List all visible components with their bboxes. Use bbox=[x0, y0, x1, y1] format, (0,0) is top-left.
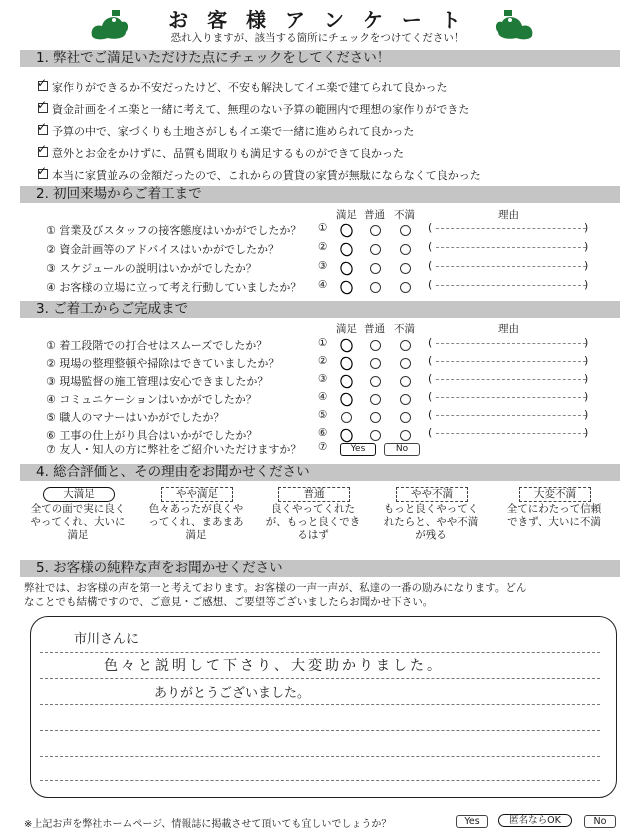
col-reason: 理由 bbox=[498, 323, 519, 335]
reason-close-paren: ) bbox=[584, 240, 589, 253]
radio-dissatisfied[interactable] bbox=[400, 340, 411, 351]
reason-open-paren: ( bbox=[428, 259, 433, 272]
overall-rating-desc: 色々あったが良くやってくれ、まあまあ満足 bbox=[148, 503, 244, 541]
radio-normal[interactable] bbox=[370, 282, 381, 293]
radio-normal[interactable] bbox=[370, 358, 381, 369]
section2-heading: 2. 初回来場からご着工まで bbox=[20, 186, 620, 203]
checkbox[interactable] bbox=[38, 125, 48, 135]
reason-close-paren: ) bbox=[584, 426, 589, 439]
question-number: ④ bbox=[318, 279, 328, 291]
overall-rating-desc: もっと良くやってくれたらと、やや不満が残る bbox=[383, 503, 479, 541]
reason-open-paren: ( bbox=[428, 390, 433, 403]
reason-field[interactable] bbox=[436, 361, 586, 362]
radio-satisfied[interactable] bbox=[338, 337, 354, 354]
comment-line-1: 市川さんに bbox=[74, 632, 140, 647]
reason-open-paren: ( bbox=[428, 336, 433, 349]
footer-question: ※上記お声を弊社ホームページ、情報誌に掲載させて頂いても宜しいでしょうか？ bbox=[24, 819, 392, 830]
question-number: ④ bbox=[318, 391, 328, 403]
radio-dissatisfied[interactable] bbox=[400, 244, 411, 255]
referral-question: ⑦ 友人・知人の方に弊社をご紹介いただけますか？ bbox=[46, 443, 302, 456]
checklist-item bbox=[38, 123, 414, 139]
reason-field[interactable] bbox=[436, 343, 586, 344]
radio-normal[interactable] bbox=[370, 412, 381, 423]
section4-heading: 4. 総合評価と、その理由をお聞かせください bbox=[20, 464, 620, 481]
page-title: お 客 様 ア ン ケ ー ト bbox=[168, 8, 467, 32]
referral-yes-button[interactable]: Yes bbox=[340, 443, 376, 456]
reason-close-paren: ) bbox=[584, 336, 589, 349]
reason-open-paren: ( bbox=[428, 354, 433, 367]
col-satisfied: 満足 bbox=[336, 209, 357, 221]
question-number: ① bbox=[318, 337, 328, 349]
section5-heading: 5. お客様の純粋な声をお聞かせください bbox=[20, 560, 620, 577]
overall-rating-desc: 良くやってくれたが、もっと良くできるはず bbox=[265, 503, 361, 541]
col-normal: 普通 bbox=[364, 323, 385, 335]
radio-normal[interactable] bbox=[370, 263, 381, 274]
reason-field[interactable] bbox=[436, 433, 586, 434]
reason-open-paren: ( bbox=[428, 372, 433, 385]
radio-normal[interactable] bbox=[370, 394, 381, 405]
question-number: ⑥ bbox=[318, 427, 328, 439]
checklist-item bbox=[38, 101, 469, 117]
reason-close-paren: ) bbox=[584, 354, 589, 367]
radio-dissatisfied[interactable] bbox=[400, 394, 411, 405]
question-text: ④ お客様の立場に立って考え行動していましたか？ bbox=[46, 281, 302, 294]
section3-heading: 3. ご着工からご完成まで bbox=[20, 301, 620, 318]
radio-dissatisfied[interactable] bbox=[400, 225, 411, 236]
col-reason: 理由 bbox=[498, 209, 519, 221]
checklist-label: 予算の中で、家づくりも土地さがしもイエ楽で一緒に進められて良かった bbox=[52, 125, 415, 138]
question-text: ① 着工段階での打合せはスムーズでしたか？ bbox=[46, 339, 268, 352]
reason-close-paren: ) bbox=[584, 408, 589, 421]
radio-dissatisfied[interactable] bbox=[400, 376, 411, 387]
question-number: ③ bbox=[318, 260, 328, 272]
comment-line-2: 色々と説明して下さり、大変助かりました。 bbox=[104, 658, 444, 674]
footer-yes-button[interactable]: Yes bbox=[456, 815, 488, 828]
overall-rating-option[interactable]: やや不満 bbox=[396, 487, 468, 502]
reason-close-paren: ) bbox=[584, 372, 589, 385]
reason-field[interactable] bbox=[436, 379, 586, 380]
radio-dissatisfied[interactable] bbox=[400, 412, 411, 423]
section5-intro-line1: 弊社では、お客様の声を第一と考えております。お客様の一声一声が、私達の一番の励みになります。どん bbox=[24, 582, 527, 594]
checklist-item bbox=[38, 79, 448, 95]
reason-open-paren: ( bbox=[428, 240, 433, 253]
question-text: ⑥ 工事の仕上がり具合はいかがでしたか？ bbox=[46, 429, 258, 442]
section5-intro-line2: なことでも結構ですので、ご意見・ご感想、ご要望等ございましたらお聞かせ下さい。 bbox=[24, 596, 434, 608]
radio-satisfied[interactable] bbox=[338, 260, 354, 277]
question-number: ② bbox=[318, 241, 328, 253]
referral-number: ⑦ bbox=[318, 441, 328, 453]
col-satisfied: 満足 bbox=[336, 323, 357, 335]
reason-open-paren: ( bbox=[428, 278, 433, 291]
radio-satisfied[interactable] bbox=[338, 355, 354, 372]
footer-anonymous-button[interactable]: 匿名ならOK bbox=[498, 814, 572, 827]
checklist-item bbox=[38, 167, 481, 183]
radio-normal[interactable] bbox=[370, 376, 381, 387]
overall-rating-option[interactable]: 大満足 bbox=[43, 487, 115, 502]
checkbox[interactable] bbox=[38, 81, 48, 91]
checkbox[interactable] bbox=[38, 103, 48, 113]
checkbox[interactable] bbox=[38, 169, 48, 179]
radio-normal[interactable] bbox=[370, 430, 381, 441]
overall-rating-option[interactable]: 大変不満 bbox=[519, 487, 591, 502]
radio-satisfied[interactable] bbox=[341, 412, 352, 423]
col-dissatisfied: 不満 bbox=[394, 323, 415, 335]
overall-rating-option[interactable]: 普通 bbox=[278, 487, 350, 502]
question-number: ② bbox=[318, 355, 328, 367]
checklist-label: 家作りができるか不安だったけど、不安も解決してイエ楽で建てられて良かった bbox=[52, 81, 448, 94]
radio-satisfied[interactable] bbox=[338, 373, 354, 390]
radio-satisfied[interactable] bbox=[338, 241, 354, 258]
footer-no-button[interactable]: No bbox=[584, 815, 616, 828]
reason-close-paren: ) bbox=[584, 390, 589, 403]
radio-dissatisfied[interactable] bbox=[400, 358, 411, 369]
page-subtitle: 恐れ入りますが、該当する箇所にチェックをつけてください！ bbox=[170, 32, 465, 44]
reason-open-paren: ( bbox=[428, 408, 433, 421]
question-text: ③ スケジュールの説明はいかがでしたか？ bbox=[46, 262, 257, 275]
col-normal: 普通 bbox=[364, 209, 385, 221]
checklist-label: 資金計画をイエ楽と一緒に考えて、無理のない予算の範囲内で理想の家作りができた bbox=[52, 103, 470, 116]
radio-satisfied[interactable] bbox=[338, 427, 354, 444]
checklist-label: 意外とお金をかけずに、品質も間取りも満足するものができて良かった bbox=[52, 147, 404, 160]
reason-field[interactable] bbox=[436, 415, 586, 416]
reason-close-paren: ) bbox=[584, 221, 589, 234]
reason-field[interactable] bbox=[436, 285, 586, 286]
section1-heading: 1. 弊社でご満足いただけた点にチェックをしてください！ bbox=[20, 50, 620, 67]
overall-rating-desc: 全てにわたって信頼できず、大いに不満 bbox=[506, 503, 602, 528]
checklist-label: 本当に家賃並みの金額だったので、これからの賃貸の家賃が無駄にならなくて良かった bbox=[52, 169, 481, 182]
question-text: ② 資金計画等のアドバイスはいかがでしたか？ bbox=[46, 243, 280, 256]
reason-open-paren: ( bbox=[428, 426, 433, 439]
referral-no-button[interactable]: No bbox=[384, 443, 420, 456]
radio-normal[interactable] bbox=[370, 340, 381, 351]
radio-dissatisfied[interactable] bbox=[400, 430, 411, 441]
question-number: ① bbox=[318, 222, 328, 234]
reason-close-paren: ) bbox=[584, 278, 589, 291]
comment-line-3: ありがとうございました。 bbox=[154, 686, 311, 701]
reason-field[interactable] bbox=[436, 397, 586, 398]
question-text: ③ 現場監督の施工管理は安心できましたか？ bbox=[46, 375, 269, 388]
radio-normal[interactable] bbox=[370, 244, 381, 255]
radio-dissatisfied[interactable] bbox=[400, 282, 411, 293]
question-text: ① 営業及びスタッフの接客態度はいかがでしたか？ bbox=[46, 224, 302, 237]
radio-dissatisfied[interactable] bbox=[400, 263, 411, 274]
reason-field[interactable] bbox=[436, 228, 586, 229]
overall-rating-option[interactable]: やや満足 bbox=[161, 487, 233, 502]
overall-rating-desc: 全ての面で実に良くやってくれ、大いに満足 bbox=[30, 503, 126, 541]
question-text: ② 現場の整理整頓や掃除はできていましたか？ bbox=[46, 357, 280, 370]
question-text: ④ コミュニケーションはいかがでしたか？ bbox=[46, 393, 257, 406]
question-text: ⑤ 職人のマナーはいかがでしたか？ bbox=[46, 411, 225, 424]
checkbox[interactable] bbox=[38, 147, 48, 157]
reason-field[interactable] bbox=[436, 247, 586, 248]
reason-open-paren: ( bbox=[428, 221, 433, 234]
reason-field[interactable] bbox=[436, 266, 586, 267]
question-number: ③ bbox=[318, 373, 328, 385]
radio-normal[interactable] bbox=[370, 225, 381, 236]
radio-satisfied[interactable] bbox=[338, 391, 354, 408]
reason-close-paren: ) bbox=[584, 259, 589, 272]
checklist-item bbox=[38, 145, 404, 161]
radio-satisfied[interactable] bbox=[338, 279, 354, 296]
question-number: ⑤ bbox=[318, 409, 328, 421]
col-dissatisfied: 不満 bbox=[394, 209, 415, 221]
radio-satisfied[interactable] bbox=[338, 222, 354, 239]
